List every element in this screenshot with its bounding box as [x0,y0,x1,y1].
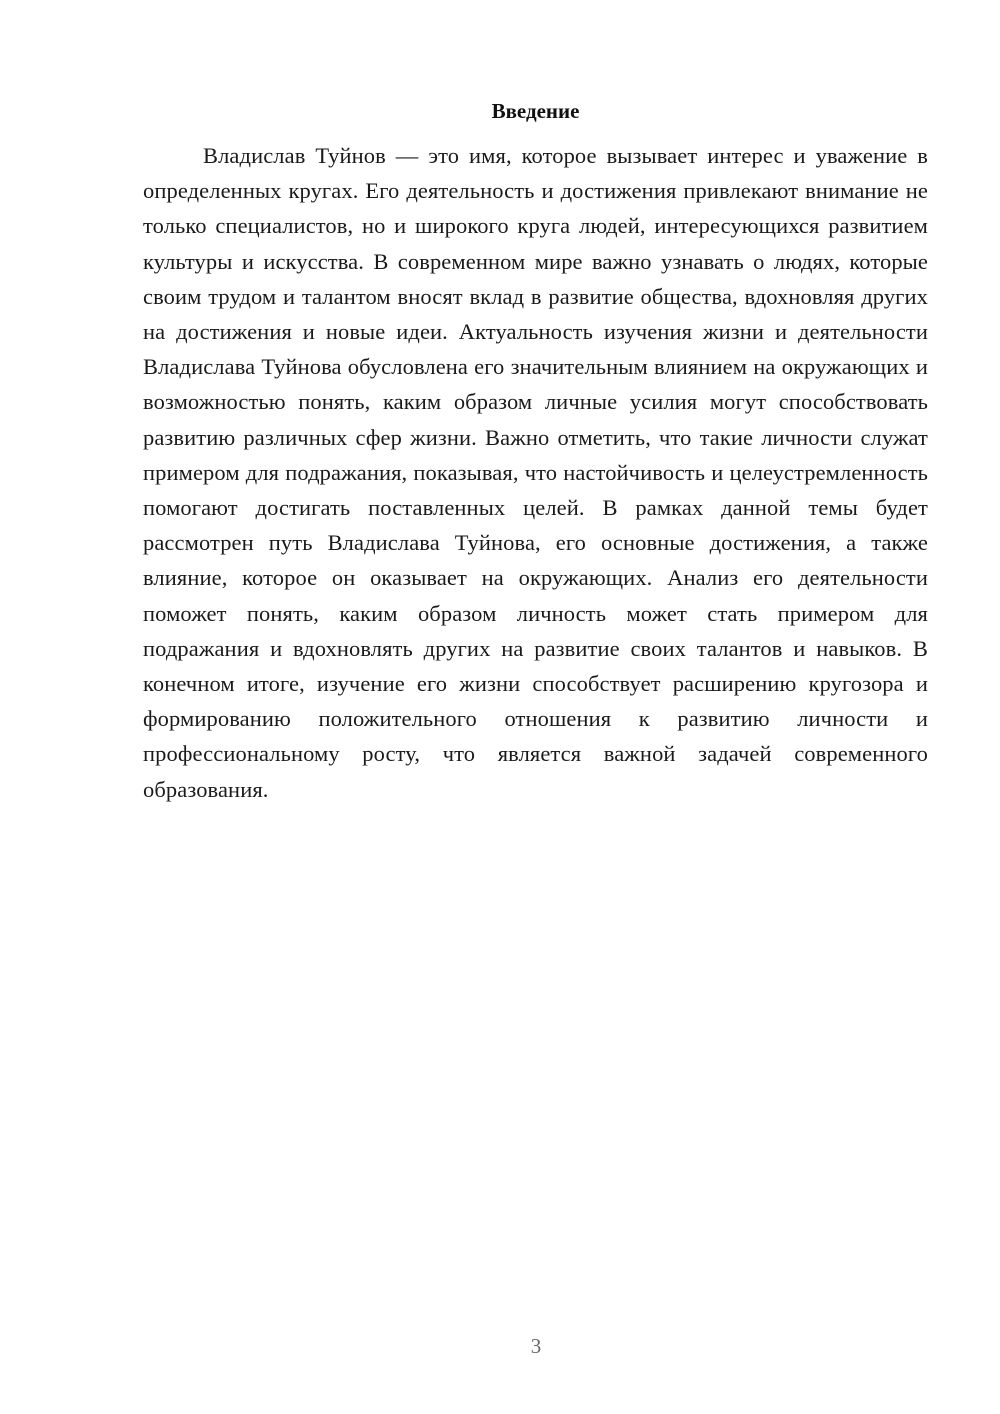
body-paragraph: Владислав Туйнов — это имя, которое вызывает интерес и уважение в определенных кругах. Его деятельность и достижения привлекают внимание не только специалистов, но и широкого круга людей, интересующихся развитием культуры и искусства. В современном мире важно узнавать о людях, которые своим трудом и талантом вносят вклад в развитие общества, вдохновляя других на достижения и новые идеи. Актуальность изучения жизни и деятельности Владислава Туйнова обусловлена его значительным влиянием на окружающих и возможностью понять, каким образом личные усилия могут способствовать развитию различных сфер жизни. Важно отметить, что такие личности служат примером для подражания, показывая, что настойчивость и целеустремленность помогают достигать поставленных целей. В рамках данной темы будет рассмотрен путь Владислава Туйнова, его основные достижения, а также влияние, которое он оказывает на окружающих. Анализ его деятельности поможет понять, каким образом личность может стать примером для подражания и вдохновлять других на развитие своих талантов и навыков. В конечном итоге, изучение его жизни способствует расширению кругозора и формированию положительного отношения к развитию личности и профессиональному росту, что является важной задачей современного образования. [143,143,928,802]
page-number: 3 [530,1334,542,1358]
section-heading: Введение [491,99,580,123]
page-content [143,96,928,807]
